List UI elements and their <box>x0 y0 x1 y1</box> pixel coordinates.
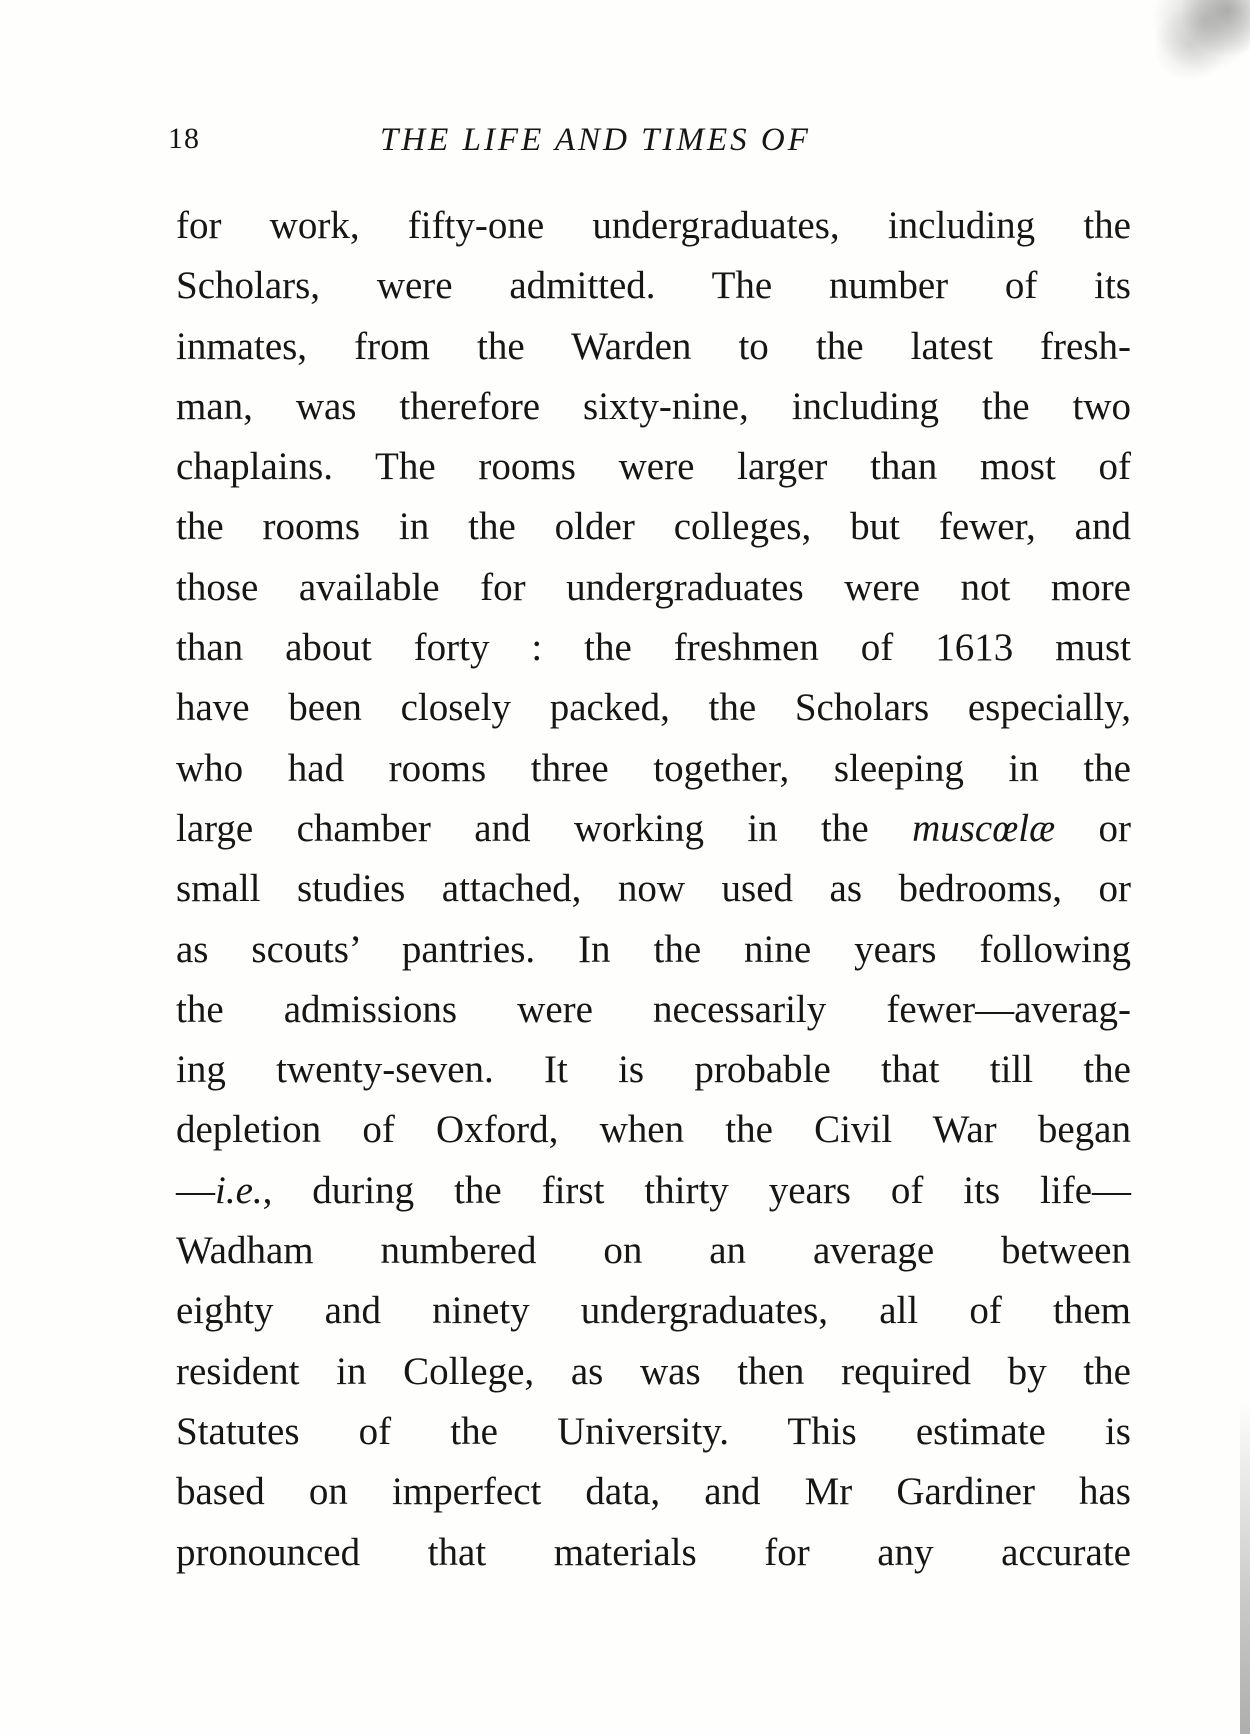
text-line: Wadham numbered on an average between <box>176 1229 1131 1273</box>
text-line: as scouts’ pantries. In the nine years following <box>176 927 1131 971</box>
italic-term: muscœlæ <box>912 806 1056 850</box>
text-line: —i.e., during the first thirty years of its life— <box>176 1168 1131 1212</box>
text-line: ing twenty-seven. It is probable that till the <box>176 1048 1131 1092</box>
text-line: depletion of Oxford, when the Civil War began <box>176 1108 1131 1152</box>
text-line: who had rooms three together, sleeping in the <box>176 746 1131 790</box>
text-line: small studies attached, now used as bedrooms, or <box>176 867 1131 911</box>
text-line: the admissions were necessarily fewer—averag- <box>176 987 1131 1031</box>
text-line: resident in College, as was then required by the <box>176 1349 1131 1393</box>
running-head: THE LIFE AND TIMES OF <box>380 122 811 158</box>
body-text <box>176 196 1131 1583</box>
page-number: 18 <box>168 122 200 155</box>
text-line: have been closely packed, the Scholars especially, <box>176 686 1131 730</box>
text-line: than about forty : the freshmen of 1613 must <box>176 626 1131 670</box>
text-line: the rooms in the older colleges, but fewer, and <box>176 505 1131 549</box>
text-line: for work, fifty-one undergraduates, including the <box>176 204 1131 247</box>
text-line: inmates, from the Warden to the latest fresh- <box>176 324 1131 368</box>
text-line: those available for undergraduates were not more <box>176 565 1131 609</box>
text-line: based on imperfect data, and Mr Gardiner has <box>176 1470 1131 1514</box>
text-line: eighty and ninety undergraduates, all of them <box>176 1289 1131 1333</box>
italic-abbrev: i.e. <box>215 1168 263 1212</box>
text-line: chaplains. The rooms were larger than most of <box>176 445 1131 489</box>
page-edge-shadow <box>1240 1400 1250 1734</box>
text-line: pronounced that materials for any accurate <box>176 1530 1131 1574</box>
text-line: Scholars, were admitted. The number of its <box>176 264 1131 308</box>
paper-speckle <box>1100 0 1250 100</box>
text-line: man, was therefore sixty-nine, including the two <box>176 384 1131 428</box>
text-line: large chamber and working in the muscœlæ or <box>176 806 1131 850</box>
text-line: Statutes of the University. This estimate is <box>176 1409 1131 1453</box>
page-header <box>168 122 1068 166</box>
